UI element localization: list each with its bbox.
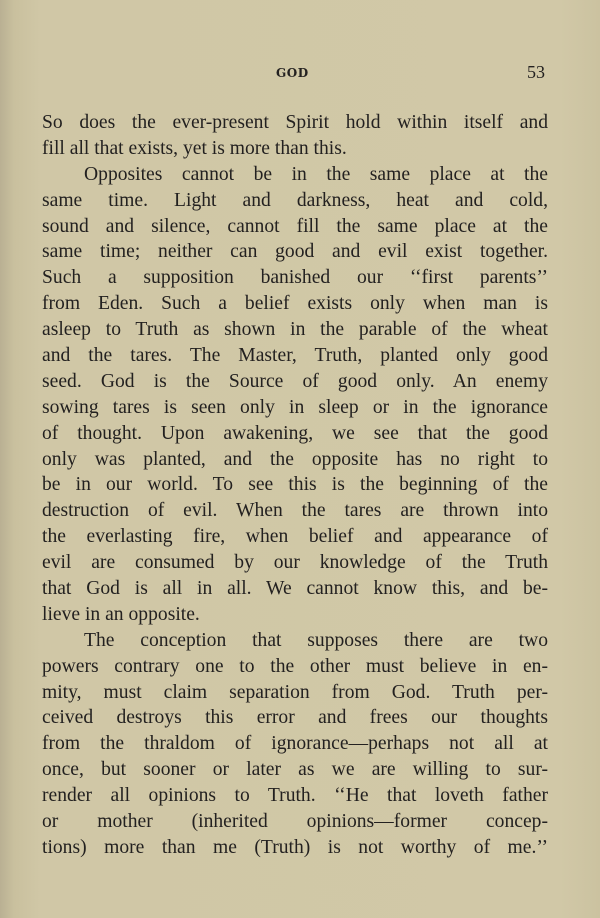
chapter-title: GOD [276, 66, 309, 80]
text-line: asleep to Truth as shown in the parable of the wheat [42, 319, 548, 341]
text-line: fill all that exists, yet is more than this. [42, 137, 347, 159]
text-line: of thought. Upon awakening, we see that the good [42, 422, 548, 444]
text-line: same time; neither can good and evil exist together. [42, 241, 548, 263]
text-line: mity, must claim separation from God. Truth per- [42, 681, 548, 703]
text-line: render all opinions to Truth. ‘‘He that loveth father [42, 785, 548, 807]
text-line: or mother (inherited opinions—former concep- [42, 811, 548, 833]
text-line: same time. Light and darkness, heat and cold, [42, 189, 548, 211]
text-line: The conception that supposes there are two [84, 629, 548, 651]
text-line: once, but sooner or later as we are willing to sur- [42, 759, 548, 781]
text-line: seed. God is the Source of good only. An enemy [42, 370, 548, 392]
body-text [42, 110, 548, 861]
text-line: sowing tares is seen only in sleep or in the ignorance [42, 396, 548, 418]
text-line: Opposites cannot be in the same place at the [84, 163, 548, 185]
text-line: lieve in an opposite. [42, 603, 200, 625]
text-line: ceived destroys this error and frees our thoughts [42, 707, 548, 729]
text-line: tions) more than me (Truth) is not worthy of me.’’ [42, 836, 548, 858]
text-line: from Eden. Such a belief exists only when man is [42, 293, 548, 315]
text-line: and the tares. The Master, Truth, planted only good [42, 345, 548, 367]
text-line: only was planted, and the opposite has no right to [42, 448, 548, 470]
text-line: sound and silence, cannot fill the same place at the [42, 215, 548, 237]
text-line: evil are consumed by our knowledge of the Truth [42, 552, 548, 574]
running-head [0, 62, 600, 86]
text-line: that God is all in all. We cannot know this, and be- [42, 578, 548, 600]
text-line: from the thraldom of ignorance—perhaps not all at [42, 733, 548, 755]
text-line: the everlasting fire, when belief and appearance of [42, 526, 548, 548]
text-line: Such a supposition banished our ‘‘first parents’’ [42, 267, 548, 289]
text-line: powers contrary one to the other must believe in en- [42, 655, 548, 677]
text-line: be in our world. To see this is the beginning of the [42, 474, 548, 496]
page-number: 53 [527, 62, 545, 82]
text-line: So does the ever-present Spirit hold within itself and [42, 112, 548, 133]
text-line: destruction of evil. When the tares are thrown into [42, 500, 548, 522]
